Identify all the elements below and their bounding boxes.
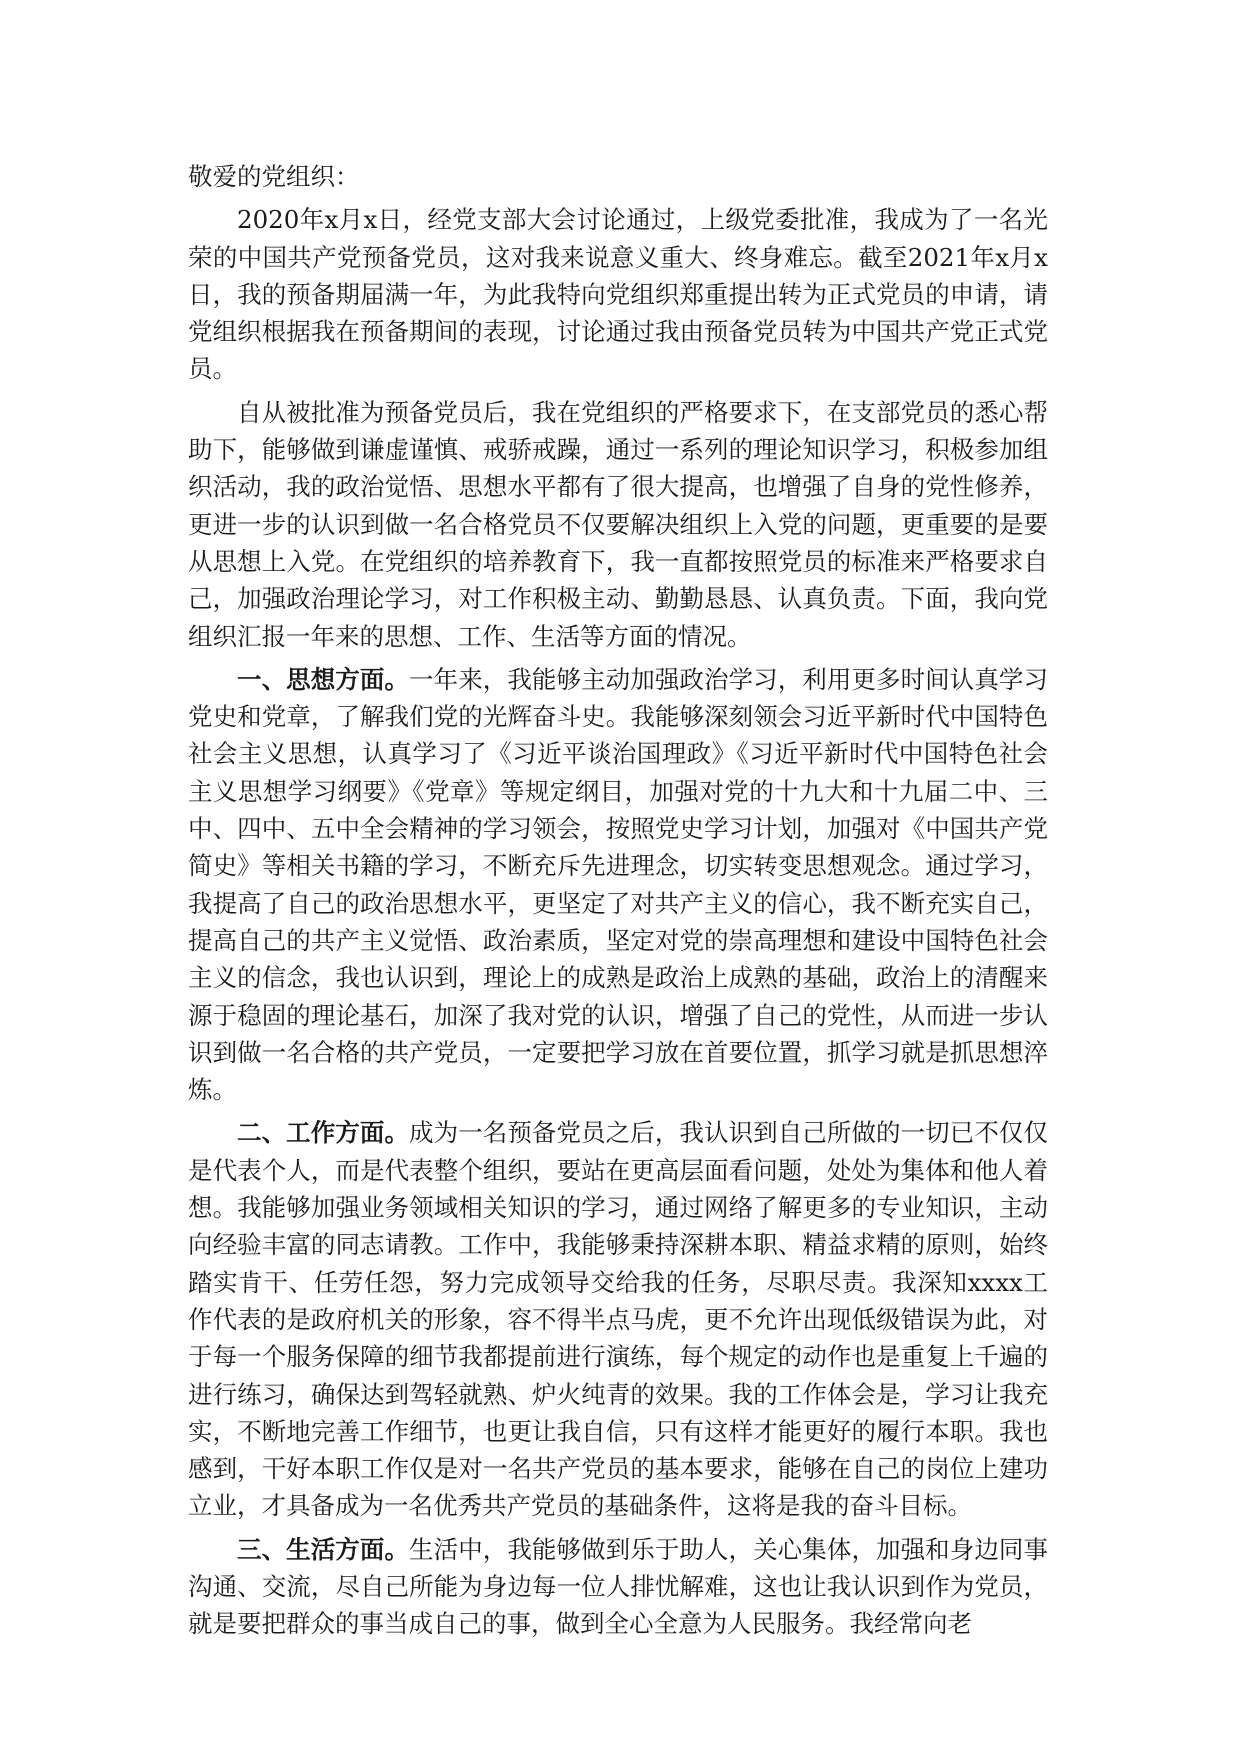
paragraph-thought (188, 661, 1048, 1109)
paragraph-work (188, 1114, 1048, 1524)
salutation: 敬爱的党组织： (188, 162, 360, 191)
section-body-life: 生活中，我能够做到乐于助人，关心集体，加强和身边同事沟通、交流，尽自己所能为身边每一位人排忧解难，这也让我认识到作为党员，就是要把群众的事当成自己的事，做到全心全意为人民服务。我经常向老 (188, 1534, 1048, 1639)
section-body-thought: 一年来，我能够主动加强政治学习，利用更多时间认真学习党史和党章，了解我们党的光辉奋斗史。我能够深刻领会习近平新时代中国特色社会主义思想，认真学习了《习近平谈治国理政》《习近平新时代中国特色社会主义思想学习纲要》《党章》等规定纲目，加强对党的十九大和十九届二中、三中、四中、五中全会精神的学习领会，按照党史学习计划，加强对《中国共产党简史》等相关书籍的学习，不断充斥先进理念，切实转变思想观念。通过学习，我提高了自己的政治思想水平，更坚定了对共产主义的信心，我不断充实自己，提高自己的共产主义觉悟、政治素质，坚定对党的崇高理想和建设中国特色社会主义的信念，我也认识到，理论上的成熟是政治上成熟的基础，政治上的清醒来源于稳固的理论基石，加深了我对党的认识，增强了自己的党性，从而进一步认识到做一名合格的共产党员，一定要把学习放在首要位置，抓学习就是抓思想淬炼。 (188, 664, 1048, 1105)
document-body (188, 158, 1048, 1649)
section-heading-thought: 一、思想方面。 (237, 664, 410, 694)
section-heading-life: 三、生活方面。 (237, 1534, 410, 1564)
paragraph-application: 2020年x月x日，经党支部大会讨论通过，上级党委批准，我成为了一名光荣的中国共产党预备党员，这对我来说意义重大、终身难忘。截至2021年x月x日，我的预备期届满一年，为此我特向党组织郑重提出转为正式党员的申请，请党组织根据我在预备期间的表现，讨论通过我由预备党员转为中国共产党正式党员。 (188, 205, 1048, 384)
section-body-work: 成为一名预备党员之后，我认识到自己所做的一切已不仅仅是代表个人，而是代表整个组织，要站在更高层面看问题，处处为集体和他人着想。我能够加强业务领域相关知识的学习，通过网络了解更多的专业知识，主动向经验丰富的同志请教。工作中，我能够秉持深耕本职、精益求精的原则，始终踏实肯干、任劳任怨，努力完成领导交给我的任务，尽职尽责。我深知xxxx工作代表的是政府机关的形象，容不得半点马虎，更不允许出现低级错误为此，对于每一个服务保障的细节我都提前进行演练，每个规定的动作也是重复上千遍的进行练习，确保达到驾轻就熟、炉火纯青的效果。我的工作体会是，学习让我充实，不断地完善工作细节，也更让我自信，只有这样才能更好的履行本职。我也感到，干好本职工作仅是对一名共产党员的基本要求，能够在自己的岗位上建功立业，才具备成为一名优秀共产党员的基础条件，这将是我的奋斗目标。 (188, 1118, 1048, 1521)
section-heading-work: 二、工作方面。 (237, 1118, 410, 1148)
paragraph-overview: 自从被批准为预备党员后，我在党组织的严格要求下，在支部党员的悉心帮助下，能够做到谦虚谨慎、戒骄戒躁，通过一系列的理论知识学习，积极参加组织活动，我的政治觉悟、思想水平都有了很大提高，也增强了自身的党性修养，更进一步的认识到做一名合格党员不仅要解决组织上入党的问题，更重要的是要从思想上入党。在党组织的培养教育下，我一直都按照党员的标准来严格要求自己，加强政治理论学习，对工作积极主动、勤勤恳恳、认真负责。下面，我向党组织汇报一年来的思想、工作、生活等方面的情况。 (188, 397, 1048, 651)
paragraph-life (188, 1531, 1048, 1643)
